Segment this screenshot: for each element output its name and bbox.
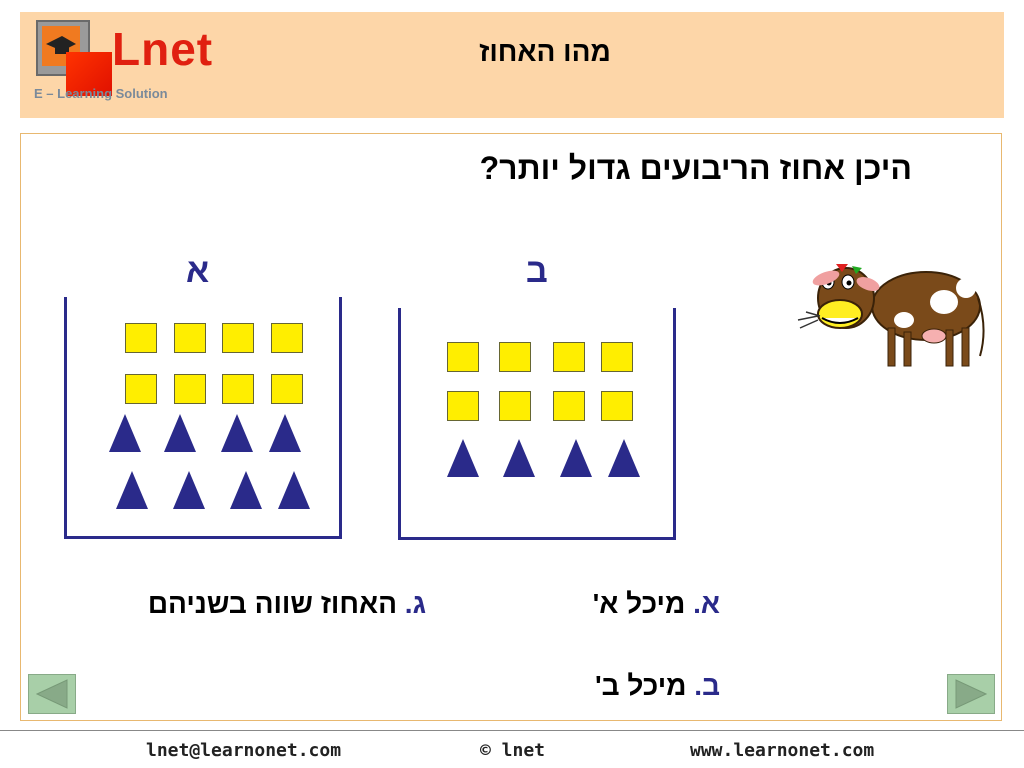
footer-divider: [0, 730, 1024, 731]
triangle-shape: [116, 471, 148, 509]
container-b: [398, 308, 676, 540]
square-shape: [222, 374, 254, 404]
answer-a-number: א.: [693, 588, 720, 619]
answer-b-text: מיכל ב': [594, 670, 687, 701]
answer-a[interactable]: [560, 588, 720, 620]
square-shape: [553, 342, 585, 372]
container-a-label: א: [186, 252, 210, 290]
answer-b-number: ב.: [694, 670, 720, 701]
footer-copyright: © lnet: [480, 740, 546, 761]
triangle-shape: [278, 471, 310, 509]
container-b-label: ב: [526, 252, 548, 290]
triangle-shape: [269, 414, 301, 452]
square-shape: [447, 342, 479, 372]
answer-b[interactable]: [560, 670, 720, 702]
square-shape: [271, 374, 303, 404]
cow-illustration: [796, 258, 988, 374]
square-shape: [125, 374, 157, 404]
triangle-shape: [608, 439, 640, 477]
triangle-shape: [109, 414, 141, 452]
triangle-shape: [503, 439, 535, 477]
answer-c-number: ג.: [404, 588, 426, 619]
triangle-shape: [447, 439, 479, 477]
question-text: היכן אחוז הריבועים גדול יותר?: [479, 150, 912, 186]
square-shape: [499, 391, 531, 421]
square-shape: [174, 323, 206, 353]
square-shape: [174, 374, 206, 404]
lnet-logo: [20, 12, 214, 118]
triangle-shape: [560, 439, 592, 477]
footer-website[interactable]: www.learnonet.com: [690, 740, 875, 761]
square-shape: [271, 323, 303, 353]
square-shape: [125, 323, 157, 353]
square-shape: [499, 342, 531, 372]
triangle-shape: [164, 414, 196, 452]
triangle-shape: [173, 471, 205, 509]
container-a: [64, 297, 342, 539]
square-shape: [222, 323, 254, 353]
square-shape: [553, 391, 585, 421]
square-shape: [601, 391, 633, 421]
triangle-shape: [230, 471, 262, 509]
logo-text: Lnet: [112, 23, 214, 75]
prev-button[interactable]: [28, 674, 76, 714]
logo-subtitle: E – Learning Solution: [34, 86, 168, 101]
answer-c[interactable]: [96, 588, 426, 620]
arrow-left-icon: [29, 675, 75, 713]
page-title: מהו האחוז: [479, 36, 611, 67]
footer-email[interactable]: lnet@learnonet.com: [146, 740, 342, 761]
square-shape: [447, 391, 479, 421]
answer-a-text: מיכל א': [592, 588, 686, 619]
header-bar: [20, 12, 1004, 118]
next-button[interactable]: [947, 674, 995, 714]
arrow-right-icon: [948, 675, 994, 713]
triangle-shape: [221, 414, 253, 452]
answer-c-text: האחוז שווה בשניהם: [147, 588, 398, 619]
square-shape: [601, 342, 633, 372]
